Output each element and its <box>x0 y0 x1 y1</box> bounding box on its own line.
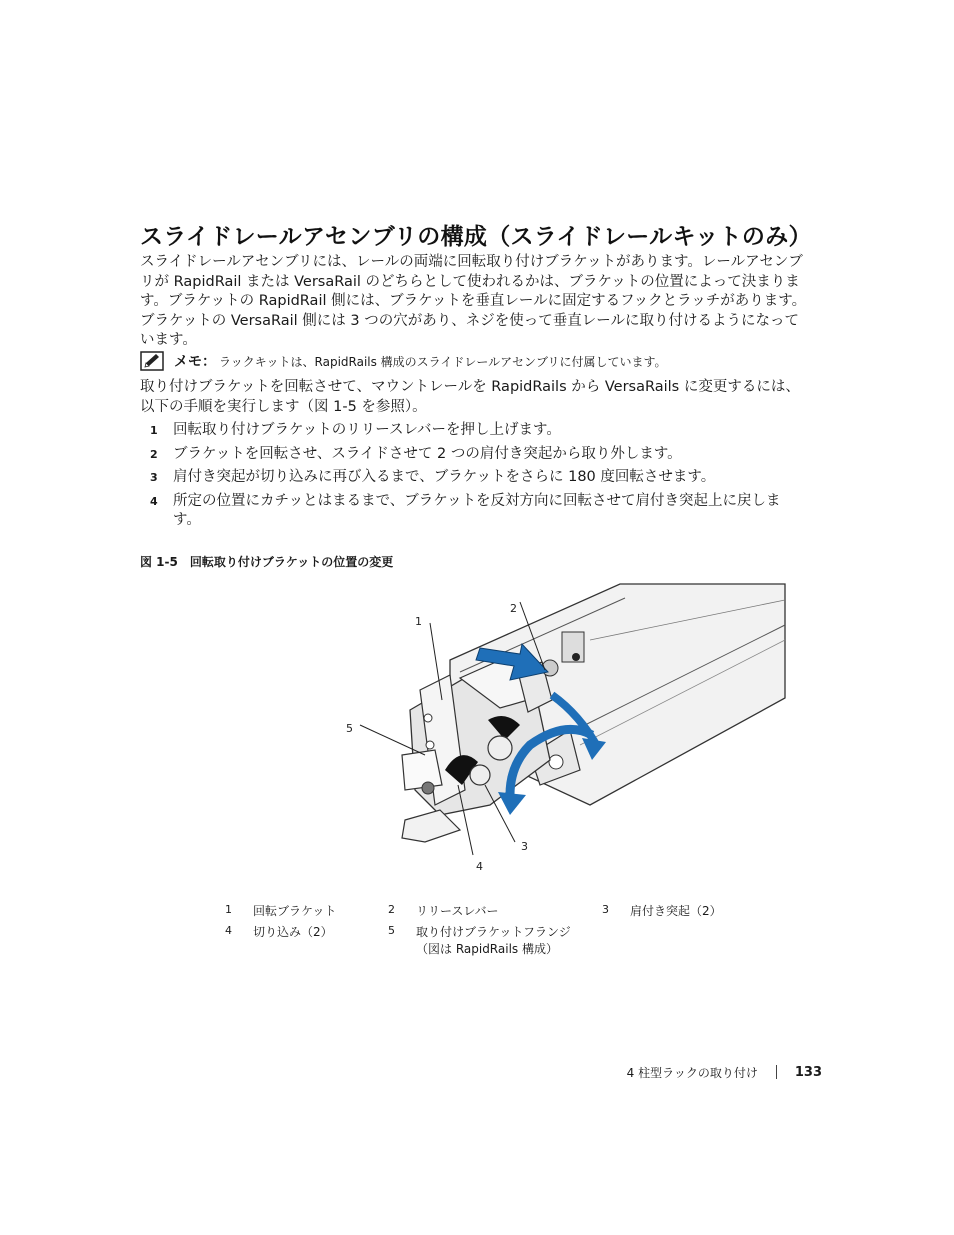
procedure-intro: 取り付けブラケットを回転させて、マウントレールを RapidRails から VersaRails に変更するには、以下の手順を実行します（図 1-5 を参照）。 <box>140 379 800 415</box>
step-text: 回転取り付けブラケットのリリースレバーを押し上げます。 <box>173 422 561 438</box>
legend-item <box>225 924 333 941</box>
footer-chapter: 4 柱型ラックの取り付け <box>626 1065 758 1080</box>
page-footer <box>560 1063 822 1081</box>
intro-paragraph: スライドレールアセンブリには、レールの両端に回転取り付けブラケットがあります。レールアセンブリが RapidRail または VersaRail のどちらとして使われるかは、ブラケットの位置によって決まります。ブラケットの RapidRail 側には、ブラケットを垂直レールに固定するフックとラッチがあります。ブラケットの VersaRail 側には 3 つの穴があり、ネジを使って垂直レールに取り付けるようになっています。 <box>140 254 807 348</box>
step-list <box>150 421 810 535</box>
step-item <box>150 421 810 441</box>
figure-title: 回転取り付けブラケットの位置の変更 <box>189 555 394 569</box>
page-number: 133 <box>794 1064 822 1080</box>
footer-divider <box>776 1065 777 1079</box>
rail-bracket-illustration <box>330 580 790 880</box>
legend-text: リリースレバー <box>416 904 499 918</box>
legend-number: 2 <box>388 903 395 916</box>
note-text: ラックキットは、RapidRails 構成のスライドレールアセンブリに付属しています。 <box>219 354 667 369</box>
legend-number: 4 <box>225 924 232 937</box>
callout-2: 2 <box>510 602 517 615</box>
note-label: メモ： <box>174 354 216 370</box>
step-text: ブラケットを回転させ、スライドさせて 2 つの肩付き突起から取り外します。 <box>173 445 682 462</box>
step-item <box>150 492 810 531</box>
legend-item <box>225 903 336 920</box>
callout-5: 5 <box>346 722 353 735</box>
legend-text: 肩付き突起（2） <box>630 904 722 918</box>
callout-3: 3 <box>521 840 528 853</box>
step-number: 2 <box>150 447 158 461</box>
note <box>140 351 820 371</box>
callout-4: 4 <box>476 860 483 873</box>
legend-number: 3 <box>602 903 609 916</box>
step-number: 4 <box>150 494 158 508</box>
step-item <box>150 445 810 465</box>
legend-text: 切り込み（2） <box>253 925 333 939</box>
legend-text: 回転ブラケット <box>253 904 337 918</box>
step-text: 肩付き突起が切り込みに再び入るまで、ブラケットをさらに 180 度回転させます。 <box>173 469 716 485</box>
figure-caption <box>140 553 393 570</box>
note-pencil-icon <box>140 351 164 371</box>
legend-number: 1 <box>225 903 232 916</box>
step-number: 3 <box>150 471 158 484</box>
callout-1: 1 <box>415 615 422 628</box>
step-text: 所定の位置にカチッとはまるまで、ブラケットを反対方向に回転させて肩付き突起上に戻します。 <box>173 492 781 528</box>
legend-item <box>602 903 722 920</box>
figure-number: 図 1-5 <box>140 555 178 569</box>
legend-item <box>388 903 499 920</box>
legend-number: 5 <box>388 924 395 937</box>
legend-text: 取り付けブラケットフランジ（図は RapidRails 構成） <box>416 925 571 956</box>
step-number: 1 <box>150 424 158 437</box>
step-item <box>150 468 810 488</box>
section-heading: スライドレールアセンブリの構成（スライドレールキットのみ） <box>140 224 812 250</box>
legend-item <box>388 924 586 958</box>
